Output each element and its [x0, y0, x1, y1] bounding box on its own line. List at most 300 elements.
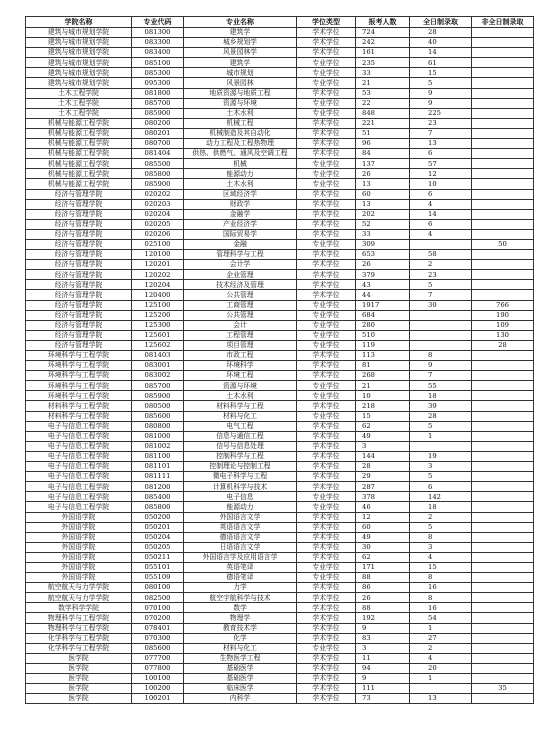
cell-major-name: 机械工程: [184, 118, 297, 128]
cell-major-code: 080200: [132, 118, 184, 128]
table-row: [26, 48, 534, 58]
cell-major-code: 125300: [132, 320, 184, 330]
cell-major-name: 日语语言文学: [184, 542, 297, 552]
cell-parttime: [472, 280, 534, 290]
cell-major-name: 教育技术学: [184, 623, 297, 633]
cell-fulltime: 61: [410, 58, 472, 68]
cell-major-name: 市政工程: [184, 351, 297, 361]
cell-degree-type: 学术学位: [297, 431, 356, 441]
cell-fulltime: 1: [410, 623, 472, 633]
table-row: [26, 340, 534, 350]
cell-parttime: [472, 462, 534, 472]
cell-degree-type: 学术学位: [297, 512, 356, 522]
cell-fulltime: 5: [410, 472, 472, 482]
cell-major-name: 公共管理: [184, 310, 297, 320]
cell-major-name: 金融学: [184, 209, 297, 219]
cell-major-name: 信号与信息处理: [184, 441, 297, 451]
cell-parttime: [472, 189, 534, 199]
cell-major-name: 公共管理: [184, 290, 297, 300]
cell-parttime: [472, 169, 534, 179]
cell-major-code: 078401: [132, 623, 184, 633]
cell-parttime: [472, 492, 534, 502]
cell-major-code: 085400: [132, 492, 184, 502]
cell-fulltime: 1: [410, 431, 472, 441]
cell-parttime: [472, 159, 534, 169]
table-row: [26, 613, 534, 623]
cell-college: 物理科学与工程学院: [26, 623, 132, 633]
cell-applicants: 51: [356, 128, 410, 138]
cell-college: 机械与能源工程学院: [26, 128, 132, 138]
cell-major-code: 100100: [132, 674, 184, 684]
cell-parttime: [472, 179, 534, 189]
cell-major-name: 微电子科学与工程: [184, 472, 297, 482]
cell-parttime: [472, 118, 534, 128]
cell-applicants: 88: [356, 573, 410, 583]
cell-major-name: 风景园林: [184, 78, 297, 88]
cell-college: 建筑与城市规划学院: [26, 28, 132, 38]
cell-degree-type: 专业学位: [297, 310, 356, 320]
cell-parttime: 28: [472, 340, 534, 350]
cell-major-code: 080500: [132, 401, 184, 411]
cell-college: 机械与能源工程学院: [26, 149, 132, 159]
cell-parttime: [472, 250, 534, 260]
cell-fulltime: [410, 239, 472, 249]
cell-major-code: 085500: [132, 159, 184, 169]
cell-parttime: [472, 270, 534, 280]
cell-major-name: 基础医学: [184, 663, 297, 673]
cell-college: 材料科学与工程学院: [26, 401, 132, 411]
cell-college: 经济与管理学院: [26, 340, 132, 350]
cell-degree-type: 学术学位: [297, 139, 356, 149]
cell-degree-type: 学术学位: [297, 532, 356, 542]
cell-fulltime: [410, 340, 472, 350]
cell-major-name: 区域经济学: [184, 189, 297, 199]
cell-fulltime: [410, 684, 472, 694]
cell-parttime: [472, 88, 534, 98]
cell-applicants: 653: [356, 250, 410, 260]
cell-degree-type: 专业学位: [297, 98, 356, 108]
cell-college: 外国语学院: [26, 573, 132, 583]
cell-applicants: 684: [356, 310, 410, 320]
cell-applicants: 13: [356, 179, 410, 189]
cell-applicants: 268: [356, 371, 410, 381]
cell-parttime: 130: [472, 330, 534, 340]
cell-fulltime: 2: [410, 643, 472, 653]
cell-major-name: 机械: [184, 159, 297, 169]
cell-fulltime: 23: [410, 118, 472, 128]
table-row: [26, 128, 534, 138]
cell-fulltime: 5: [410, 421, 472, 431]
cell-major-name: 物理学: [184, 613, 297, 623]
table-row: [26, 351, 534, 361]
header-major-code: 专业代码: [132, 17, 184, 28]
cell-major-name: 电气工程: [184, 421, 297, 431]
cell-major-code: 055109: [132, 573, 184, 583]
cell-parttime: 50: [472, 239, 534, 249]
cell-applicants: 28: [356, 462, 410, 472]
cell-applicants: 49: [356, 431, 410, 441]
cell-fulltime: 13: [410, 139, 472, 149]
cell-college: 化学科学与工程学院: [26, 633, 132, 643]
cell-major-name: 环境工程: [184, 371, 297, 381]
cell-major-name: 电子信息: [184, 492, 297, 502]
cell-applicants: 724: [356, 28, 410, 38]
cell-applicants: 26: [356, 593, 410, 603]
cell-major-name: 德语笔译: [184, 573, 297, 583]
cell-applicants: 111: [356, 684, 410, 694]
cell-degree-type: 专业学位: [297, 502, 356, 512]
cell-college: 经济与管理学院: [26, 320, 132, 330]
cell-major-code: 120202: [132, 270, 184, 280]
cell-applicants: 309: [356, 239, 410, 249]
cell-college: 电子与信息工程学院: [26, 472, 132, 482]
cell-fulltime: 6: [410, 189, 472, 199]
cell-degree-type: 专业学位: [297, 108, 356, 118]
cell-parttime: [472, 522, 534, 532]
cell-college: 航空航天与力学学院: [26, 593, 132, 603]
cell-fulltime: 16: [410, 603, 472, 613]
cell-major-name: 外国语言学及应用语言学: [184, 552, 297, 562]
header-applicants: 报考人数: [356, 17, 410, 28]
table-row: [26, 371, 534, 381]
cell-applicants: 192: [356, 613, 410, 623]
header-degree-type: 学位类型: [297, 17, 356, 28]
table-row: [26, 209, 534, 219]
cell-major-code: 081404: [132, 149, 184, 159]
cell-major-code: 081000: [132, 431, 184, 441]
cell-applicants: 94: [356, 663, 410, 673]
cell-major-name: 力学: [184, 583, 297, 593]
cell-parttime: [472, 38, 534, 48]
cell-parttime: [472, 48, 534, 58]
cell-college: 医学院: [26, 663, 132, 673]
cell-degree-type: 专业学位: [297, 239, 356, 249]
cell-fulltime: [410, 441, 472, 451]
cell-major-name: 工商管理: [184, 300, 297, 310]
cell-fulltime: 55: [410, 381, 472, 391]
cell-applicants: 26: [356, 260, 410, 270]
cell-college: 外国语学院: [26, 532, 132, 542]
cell-college: 电子与信息工程学院: [26, 421, 132, 431]
cell-major-name: 能源动力: [184, 169, 297, 179]
cell-major-code: 120400: [132, 290, 184, 300]
cell-applicants: 46: [356, 502, 410, 512]
cell-major-name: 能源动力: [184, 502, 297, 512]
table-row: [26, 260, 534, 270]
cell-parttime: 109: [472, 320, 534, 330]
cell-parttime: [472, 603, 534, 613]
cell-applicants: 137: [356, 159, 410, 169]
cell-parttime: [472, 633, 534, 643]
cell-degree-type: 学术学位: [297, 371, 356, 381]
table-row: [26, 229, 534, 239]
cell-major-code: 082500: [132, 593, 184, 603]
cell-degree-type: 专业学位: [297, 159, 356, 169]
table-row: [26, 573, 534, 583]
table-row: [26, 643, 534, 653]
cell-applicants: 12: [356, 512, 410, 522]
cell-major-name: 控制理论与控制工程: [184, 462, 297, 472]
cell-fulltime: 4: [410, 653, 472, 663]
cell-college: 经济与管理学院: [26, 219, 132, 229]
cell-major-code: 083300: [132, 38, 184, 48]
cell-applicants: 378: [356, 492, 410, 502]
cell-major-name: 航空宇航科学与技术: [184, 593, 297, 603]
table-row: [26, 603, 534, 613]
cell-parttime: [472, 108, 534, 118]
cell-major-name: 计算机科学与技术: [184, 482, 297, 492]
cell-parttime: 35: [472, 684, 534, 694]
cell-major-code: 085800: [132, 502, 184, 512]
cell-college: 航空航天与力学学院: [26, 583, 132, 593]
cell-parttime: [472, 58, 534, 68]
cell-major-code: 070100: [132, 603, 184, 613]
cell-applicants: 33: [356, 68, 410, 78]
cell-major-code: 125100: [132, 300, 184, 310]
cell-college: 经济与管理学院: [26, 310, 132, 320]
cell-major-name: 地质资源与地质工程: [184, 88, 297, 98]
cell-major-name: 生物医学工程: [184, 653, 297, 663]
cell-major-name: 材料与化工: [184, 411, 297, 421]
cell-major-code: 050211: [132, 552, 184, 562]
table-row: [26, 401, 534, 411]
cell-major-code: 100201: [132, 694, 184, 704]
cell-fulltime: 7: [410, 371, 472, 381]
cell-applicants: 287: [356, 482, 410, 492]
cell-major-name: 供热、供燃气、通风及空调工程: [184, 149, 297, 159]
cell-applicants: 96: [356, 139, 410, 149]
cell-degree-type: 专业学位: [297, 573, 356, 583]
cell-parttime: [472, 593, 534, 603]
cell-parttime: [472, 694, 534, 704]
cell-major-name: 城乡规划学: [184, 38, 297, 48]
cell-college: 经济与管理学院: [26, 250, 132, 260]
cell-applicants: 242: [356, 38, 410, 48]
cell-major-name: 会计: [184, 320, 297, 330]
cell-major-code: 081800: [132, 88, 184, 98]
cell-college: 电子与信息工程学院: [26, 462, 132, 472]
cell-college: 经济与管理学院: [26, 189, 132, 199]
cell-college: 数学科学学院: [26, 603, 132, 613]
table-row: [26, 98, 534, 108]
cell-degree-type: 学术学位: [297, 118, 356, 128]
cell-college: 环境科学与工程学院: [26, 371, 132, 381]
cell-major-code: 077800: [132, 663, 184, 673]
cell-fulltime: 30: [410, 300, 472, 310]
cell-applicants: 49: [356, 532, 410, 542]
cell-fulltime: 5: [410, 78, 472, 88]
cell-major-name: 技术经济及管理: [184, 280, 297, 290]
cell-parttime: [472, 229, 534, 239]
cell-college: 机械与能源工程学院: [26, 159, 132, 169]
cell-college: 土木工程学院: [26, 88, 132, 98]
cell-applicants: 83: [356, 633, 410, 643]
cell-applicants: 1917: [356, 300, 410, 310]
cell-parttime: [472, 431, 534, 441]
table-row: [26, 88, 534, 98]
cell-college: 经济与管理学院: [26, 260, 132, 270]
cell-parttime: [472, 562, 534, 572]
cell-applicants: 62: [356, 552, 410, 562]
cell-parttime: [472, 209, 534, 219]
cell-degree-type: 学术学位: [297, 219, 356, 229]
table-row: [26, 250, 534, 260]
cell-degree-type: 学术学位: [297, 209, 356, 219]
cell-parttime: [472, 351, 534, 361]
cell-major-name: 材料科学与工程: [184, 401, 297, 411]
cell-major-code: 050200: [132, 512, 184, 522]
header-college: 学院名称: [26, 17, 132, 28]
cell-degree-type: 专业学位: [297, 562, 356, 572]
cell-major-name: 财政学: [184, 199, 297, 209]
table-row: [26, 320, 534, 330]
cell-applicants: 235: [356, 58, 410, 68]
cell-parttime: [472, 401, 534, 411]
cell-major-name: 工程管理: [184, 330, 297, 340]
cell-parttime: [472, 583, 534, 593]
cell-degree-type: 学术学位: [297, 653, 356, 663]
cell-applicants: 218: [356, 401, 410, 411]
cell-major-name: 动力工程及工程热物理: [184, 139, 297, 149]
table-row: [26, 179, 534, 189]
cell-degree-type: 学术学位: [297, 593, 356, 603]
cell-major-code: 081002: [132, 441, 184, 451]
cell-fulltime: 1: [410, 674, 472, 684]
header-fulltime-admitted: 全日制录取: [410, 17, 472, 28]
cell-parttime: [472, 128, 534, 138]
cell-parttime: [472, 613, 534, 623]
cell-applicants: 33: [356, 229, 410, 239]
cell-major-code: 080100: [132, 583, 184, 593]
cell-applicants: 88: [356, 603, 410, 613]
cell-degree-type: 专业学位: [297, 169, 356, 179]
table-row: [26, 300, 534, 310]
cell-parttime: [472, 290, 534, 300]
table-row: [26, 441, 534, 451]
cell-major-code: 020202: [132, 189, 184, 199]
cell-fulltime: 10: [410, 179, 472, 189]
cell-parttime: [472, 68, 534, 78]
cell-major-name: 建筑学: [184, 28, 297, 38]
cell-college: 经济与管理学院: [26, 300, 132, 310]
cell-major-name: 会计学: [184, 260, 297, 270]
cell-parttime: [472, 411, 534, 421]
table-row: [26, 28, 534, 38]
cell-major-code: 095300: [132, 78, 184, 88]
cell-parttime: [472, 502, 534, 512]
cell-major-name: 项目管理: [184, 340, 297, 350]
cell-major-code: 085700: [132, 98, 184, 108]
table-row: [26, 169, 534, 179]
table-row: [26, 462, 534, 472]
cell-parttime: [472, 653, 534, 663]
cell-fulltime: 58: [410, 250, 472, 260]
cell-college: 建筑与城市规划学院: [26, 48, 132, 58]
cell-college: 电子与信息工程学院: [26, 441, 132, 451]
cell-applicants: 848: [356, 108, 410, 118]
cell-applicants: 44: [356, 290, 410, 300]
table-row: [26, 199, 534, 209]
cell-degree-type: 学术学位: [297, 260, 356, 270]
cell-major-code: 125601: [132, 330, 184, 340]
table-row: [26, 421, 534, 431]
cell-fulltime: 20: [410, 663, 472, 673]
cell-major-code: 125602: [132, 340, 184, 350]
cell-major-code: 081300: [132, 28, 184, 38]
cell-college: 机械与能源工程学院: [26, 179, 132, 189]
table-row: [26, 108, 534, 118]
cell-parttime: [472, 219, 534, 229]
cell-major-code: 050204: [132, 532, 184, 542]
cell-degree-type: 专业学位: [297, 300, 356, 310]
cell-major-name: 信息与通信工程: [184, 431, 297, 441]
cell-major-code: 081200: [132, 482, 184, 492]
cell-degree-type: 专业学位: [297, 492, 356, 502]
cell-parttime: [472, 98, 534, 108]
cell-fulltime: 5: [410, 280, 472, 290]
table-row: [26, 391, 534, 401]
cell-fulltime: 3: [410, 462, 472, 472]
cell-degree-type: 学术学位: [297, 623, 356, 633]
cell-applicants: 60: [356, 189, 410, 199]
table-row: [26, 482, 534, 492]
cell-major-code: 080800: [132, 421, 184, 431]
cell-major-name: 基础医学: [184, 674, 297, 684]
cell-major-code: 080201: [132, 128, 184, 138]
cell-parttime: [472, 260, 534, 270]
cell-degree-type: 专业学位: [297, 643, 356, 653]
cell-applicants: 9: [356, 623, 410, 633]
cell-major-code: 025100: [132, 239, 184, 249]
cell-fulltime: 57: [410, 159, 472, 169]
table-row: [26, 280, 534, 290]
cell-fulltime: 8: [410, 593, 472, 603]
cell-college: 环境科学与工程学院: [26, 391, 132, 401]
cell-applicants: 21: [356, 78, 410, 88]
table-row: [26, 310, 534, 320]
cell-fulltime: 9: [410, 88, 472, 98]
cell-degree-type: 学术学位: [297, 421, 356, 431]
cell-college: 机械与能源工程学院: [26, 169, 132, 179]
table-row: [26, 674, 534, 684]
cell-major-name: 国际贸易学: [184, 229, 297, 239]
table-row: [26, 623, 534, 633]
cell-major-code: 020205: [132, 219, 184, 229]
cell-parttime: [472, 674, 534, 684]
cell-major-code: 120201: [132, 260, 184, 270]
cell-major-name: 管理科学与工程: [184, 250, 297, 260]
cell-major-name: 外国语言文学: [184, 512, 297, 522]
cell-college: 经济与管理学院: [26, 290, 132, 300]
cell-degree-type: 学术学位: [297, 229, 356, 239]
cell-degree-type: 专业学位: [297, 58, 356, 68]
cell-fulltime: [410, 330, 472, 340]
cell-degree-type: 学术学位: [297, 552, 356, 562]
table-row: [26, 532, 534, 542]
header-parttime-admitted: 非全日制录取: [472, 17, 534, 28]
cell-fulltime: 12: [410, 169, 472, 179]
cell-college: 建筑与城市规划学院: [26, 38, 132, 48]
cell-fulltime: 8: [410, 532, 472, 542]
cell-major-name: 内科学: [184, 694, 297, 704]
cell-college: 土木工程学院: [26, 108, 132, 118]
cell-fulltime: 9: [410, 98, 472, 108]
cell-applicants: 21: [356, 381, 410, 391]
cell-degree-type: 学术学位: [297, 694, 356, 704]
cell-fulltime: 18: [410, 391, 472, 401]
cell-fulltime: 54: [410, 613, 472, 623]
cell-degree-type: 专业学位: [297, 330, 356, 340]
